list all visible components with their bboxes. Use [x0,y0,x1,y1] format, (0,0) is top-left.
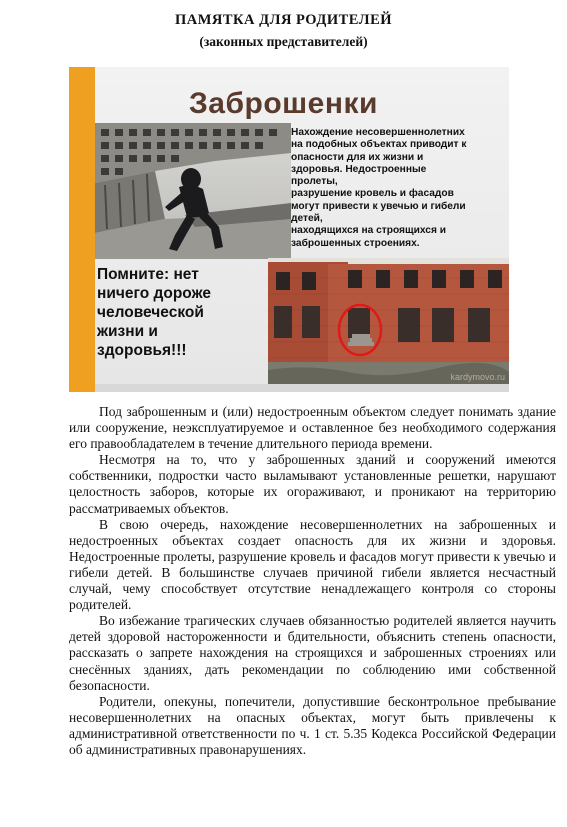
memo-paragraph: Во избежание трагических случаев обязанностью родителей является научить детей здоровой настороженности и бдительности, объяснить степень опасности, рассказать о запрете нахождения на строящихся и заброшенных строениях или снесённых зданиях, дать рекомендации по соблюдению ими собственной безопасности. [69,613,556,693]
poster-remember-line: Помните: нет [97,266,199,283]
poster-remember-line: ничего дороже [97,285,211,302]
memo-paragraph: Под заброшенным и (или) недостроенным объектом следует понимать здание или сооружение, неэксплуатируемое и оставленное без необходимого содержания его правообладателем в течение длительного периода времени. [69,404,556,452]
poster-remember-line: человеческой [97,304,204,321]
poster-accent-stripe [69,67,95,392]
memo-paragraph: В свою очередь, нахождение несовершеннолетних на заброшенных и недостроенных объектах создает опасность для их жизни и здоровья. Недостроенные пролеты, разрушение кровель и фасадов могут привести к увечью и гибели детей. В большинстве случаев причиной гибели является несчастный случай, чему способствует отсутствие ненадлежащего контроля со стороны родителей. [69,516,556,613]
poster-heading: Заброшенки [189,87,378,120]
poster-text-line: детей, [291,213,323,225]
memo-paragraph: Несмотря на то, что у заброшенных зданий и сооружений имеются собственники, подростки часто выламывают установленные решетки, нарушают целостность заборов, которые их огораживают, и проникают на территорию рассматриваемых объектов. [69,452,556,516]
abandoned-building-illustration [95,123,291,259]
poster-watermark: kardymovo.ru [450,372,505,382]
poster-remember-text [95,265,273,360]
poster-text-line: находящихся на строящихся и [291,225,446,237]
poster-remember-line: здоровья!!! [97,342,187,359]
poster-text-line: Нахождение несовершеннолетних [291,127,465,138]
poster-text-line: здоровья. Недостроенные [291,163,427,175]
page-subtitle: (законных представителей) [199,34,368,49]
poster-text-line: заброшенных строениях. [291,237,420,249]
poster-text-line: разрушение кровель и фасадов [291,188,454,200]
poster-text-line: опасности для их жизни и [291,151,424,163]
memo-paragraph: Родители, опекуны, попечители, допустившие бесконтрольное пребывание несовершеннолетних на опасных объектах, могут быть привлечены к административной ответственности по ч. 1 ст. 5.35 Кодекса Российской Федерации об административных правонарушениях. [69,693,556,757]
poster-text-line: на подобных объектах приводит к [291,139,467,151]
abandoned-building-photo [95,123,291,259]
poster-text-line: могут привести к увечью и гибели [291,200,466,212]
poster-bottom-band [95,384,509,392]
poster-remember-line: жизни и [97,323,158,340]
poster-warning-text [291,127,505,250]
memo-body [69,404,556,758]
page-title: ПАМЯТКА ДЛЯ РОДИТЕЛЕЙ [174,12,393,28]
poster-text-line: пролеты, [291,176,338,188]
poster [69,67,509,392]
